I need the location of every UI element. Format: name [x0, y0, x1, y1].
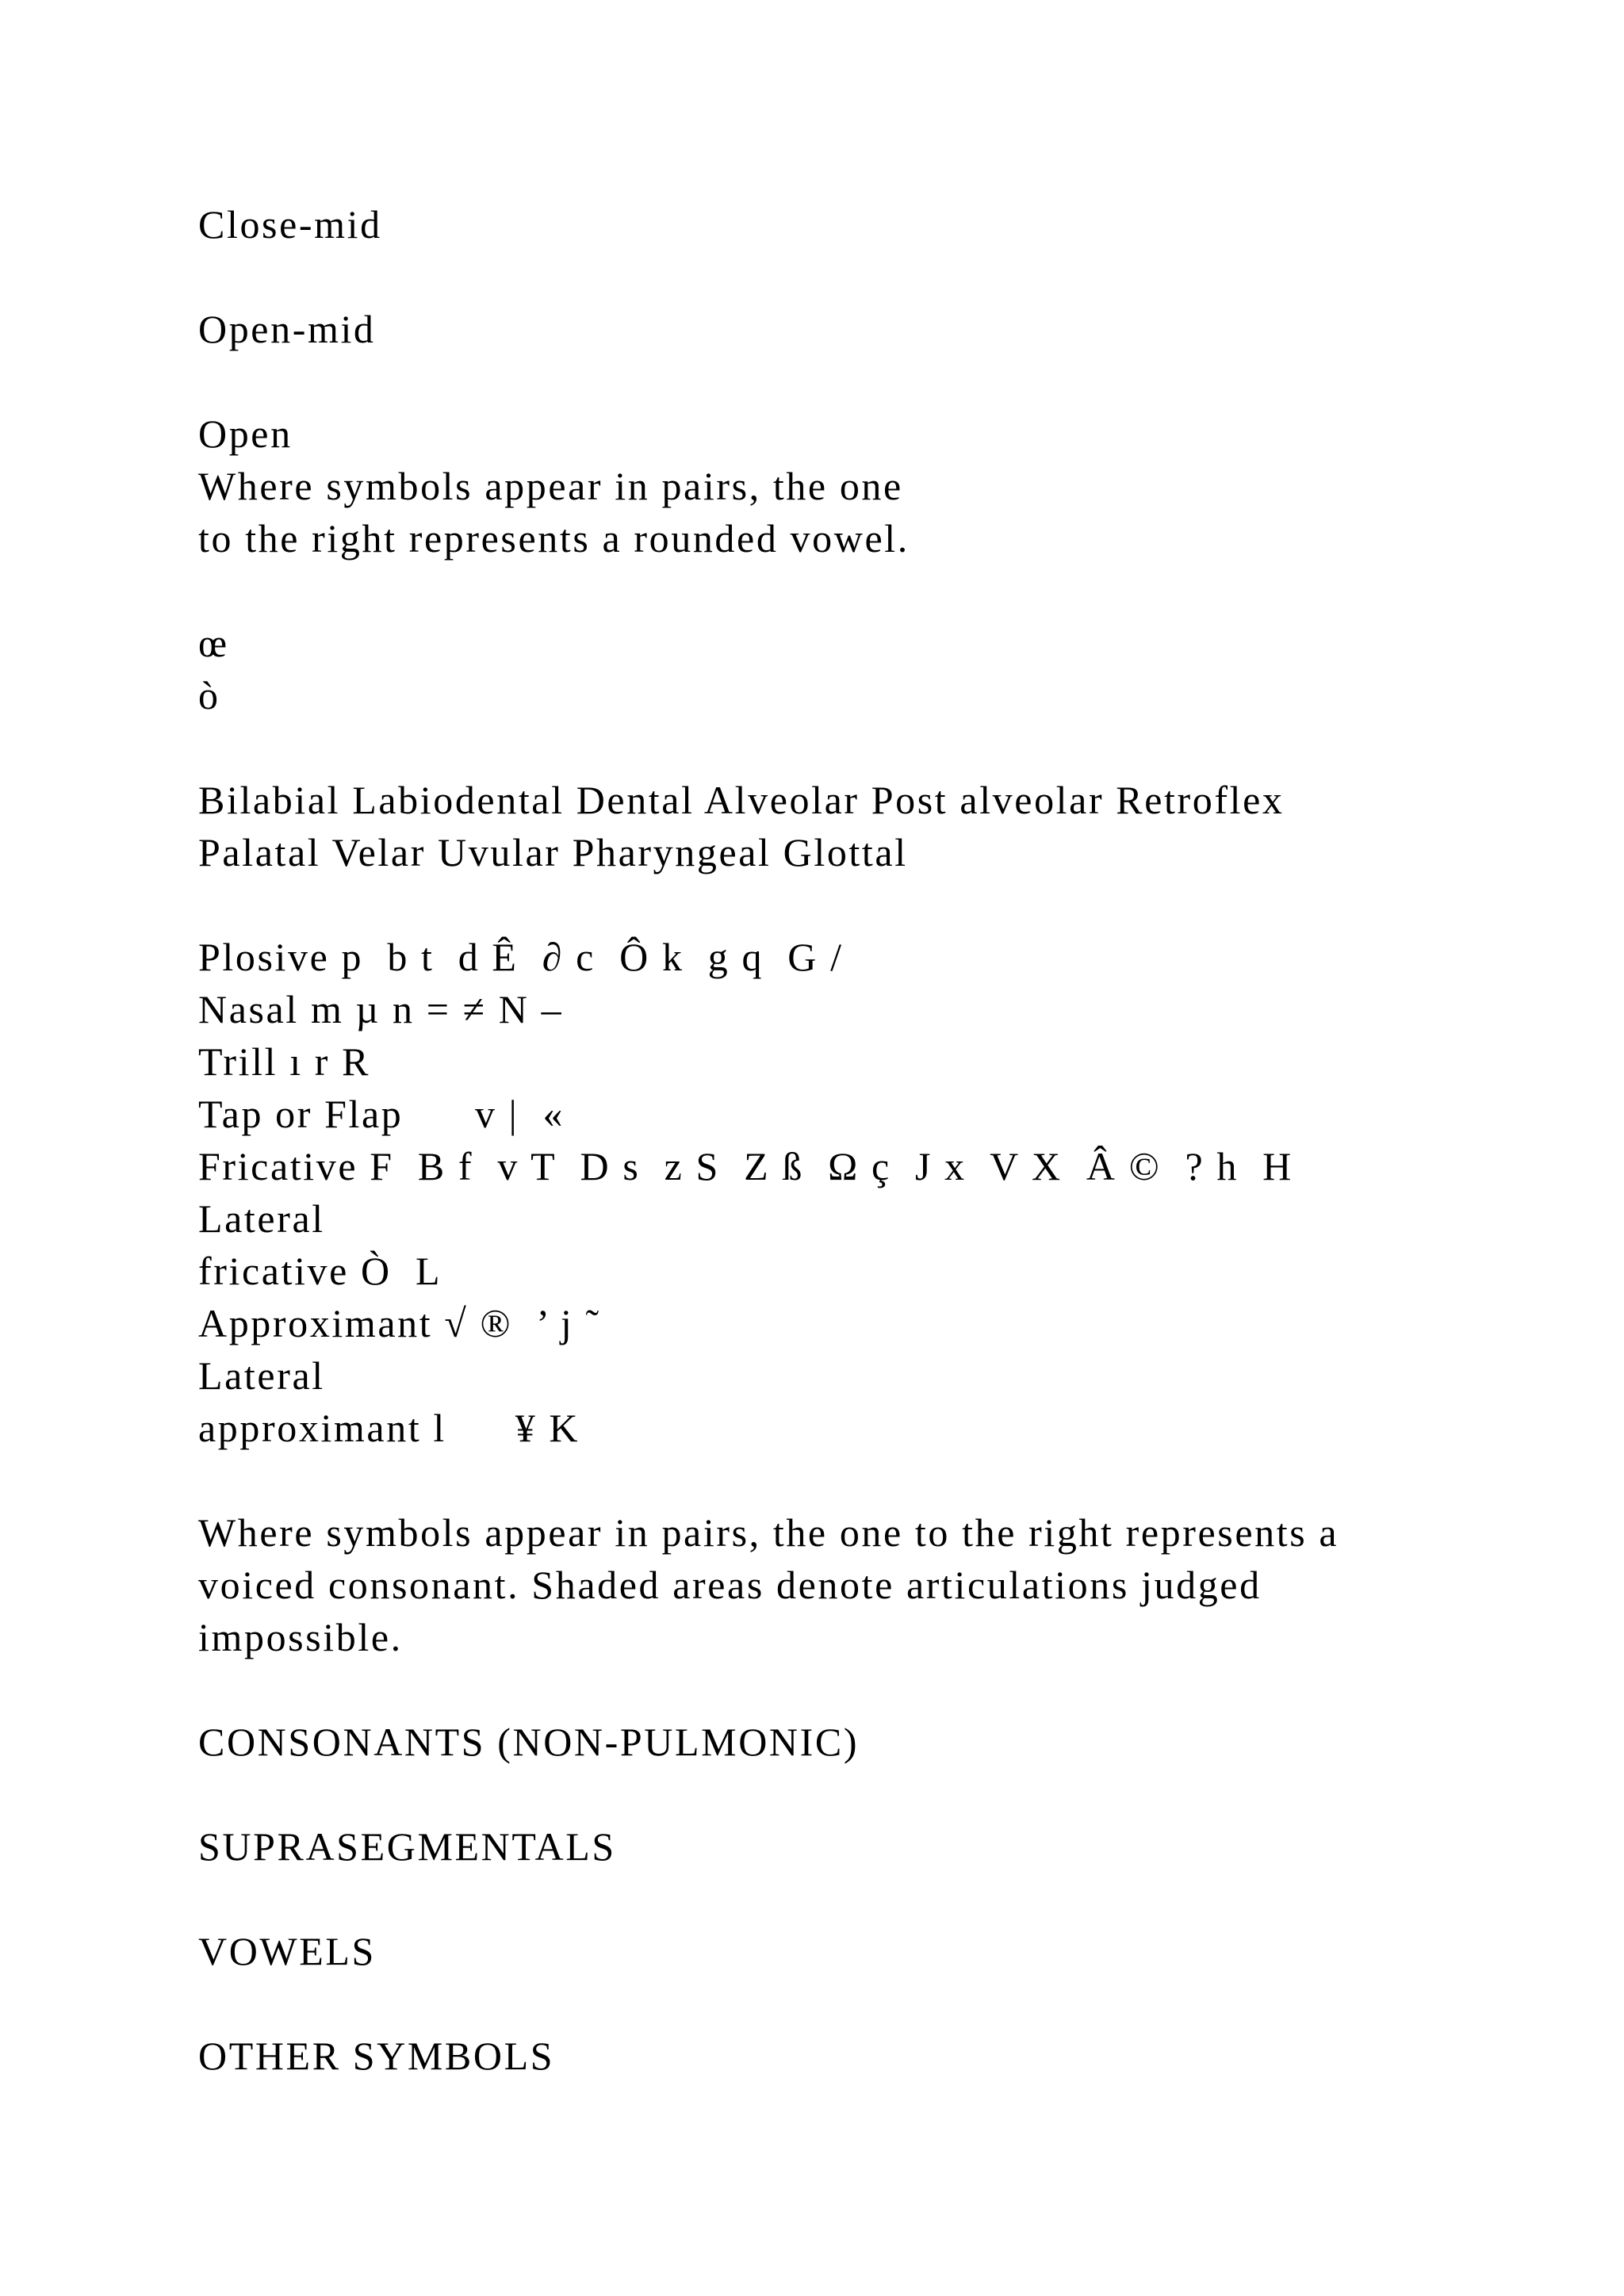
text-line: approximant l ¥ K [198, 1406, 559, 1450]
blank-line [198, 1663, 1499, 1716]
text-line: voiced consonant. Shaded areas denote articulations judged [198, 1563, 1262, 1607]
text-line: fricative Ò L [198, 1249, 442, 1293]
blank-line [198, 1454, 1499, 1506]
text-line: Where symbols appear in pairs, the one [198, 464, 903, 508]
text-line: Trill ı r R [198, 1039, 371, 1084]
blank-line [198, 1977, 1499, 2030]
blank-line [198, 251, 1499, 303]
text-line: Close-mid [198, 202, 382, 247]
blank-line [198, 1873, 1499, 1925]
text-line: Fricative F B f v T D s z S Z ß Ω ç J x V X Â © ? h H [198, 1144, 1293, 1188]
text-line: Nasal m µ n = ≠ N – [198, 987, 564, 1031]
text-line: Lateral [198, 1353, 325, 1398]
blank-line [198, 721, 1499, 774]
text-line: Palatal Velar Uvular Pharyngeal Glottal [198, 830, 908, 874]
text-line: œ [198, 621, 229, 665]
text-line: ò [198, 673, 220, 718]
text-line: Open [198, 411, 293, 456]
document-page [198, 198, 1499, 2082]
blank-line [198, 878, 1499, 931]
text-line: Plosive p b t d Ê ∂ c Ô k g q G / [198, 935, 844, 979]
text-line: Approximant √ ® ’ j ˜ [198, 1301, 601, 1345]
text-line: Open-mid [198, 307, 376, 351]
blank-line [198, 355, 1499, 408]
text-line: impossible. [198, 1615, 403, 1659]
text-line: Tap or Flap v | « [198, 1092, 565, 1136]
text-line: Where symbols appear in pairs, the one to the right represents a [198, 1510, 1339, 1555]
section-heading: OTHER SYMBOLS [198, 2034, 555, 2078]
section-heading: VOWELS [198, 1929, 376, 1973]
blank-line [198, 1768, 1499, 1820]
blank-line [198, 564, 1499, 617]
text-line: Lateral [198, 1196, 325, 1241]
section-heading: SUPRASEGMENTALS [198, 1824, 616, 1869]
text-line: to the right represents a rounded vowel. [198, 516, 910, 561]
section-heading: CONSONANTS (NON-PULMONIC) [198, 1720, 860, 1764]
text-line: Bilabial Labiodental Dental Alveolar Post alveolar Retroflex [198, 778, 1285, 822]
